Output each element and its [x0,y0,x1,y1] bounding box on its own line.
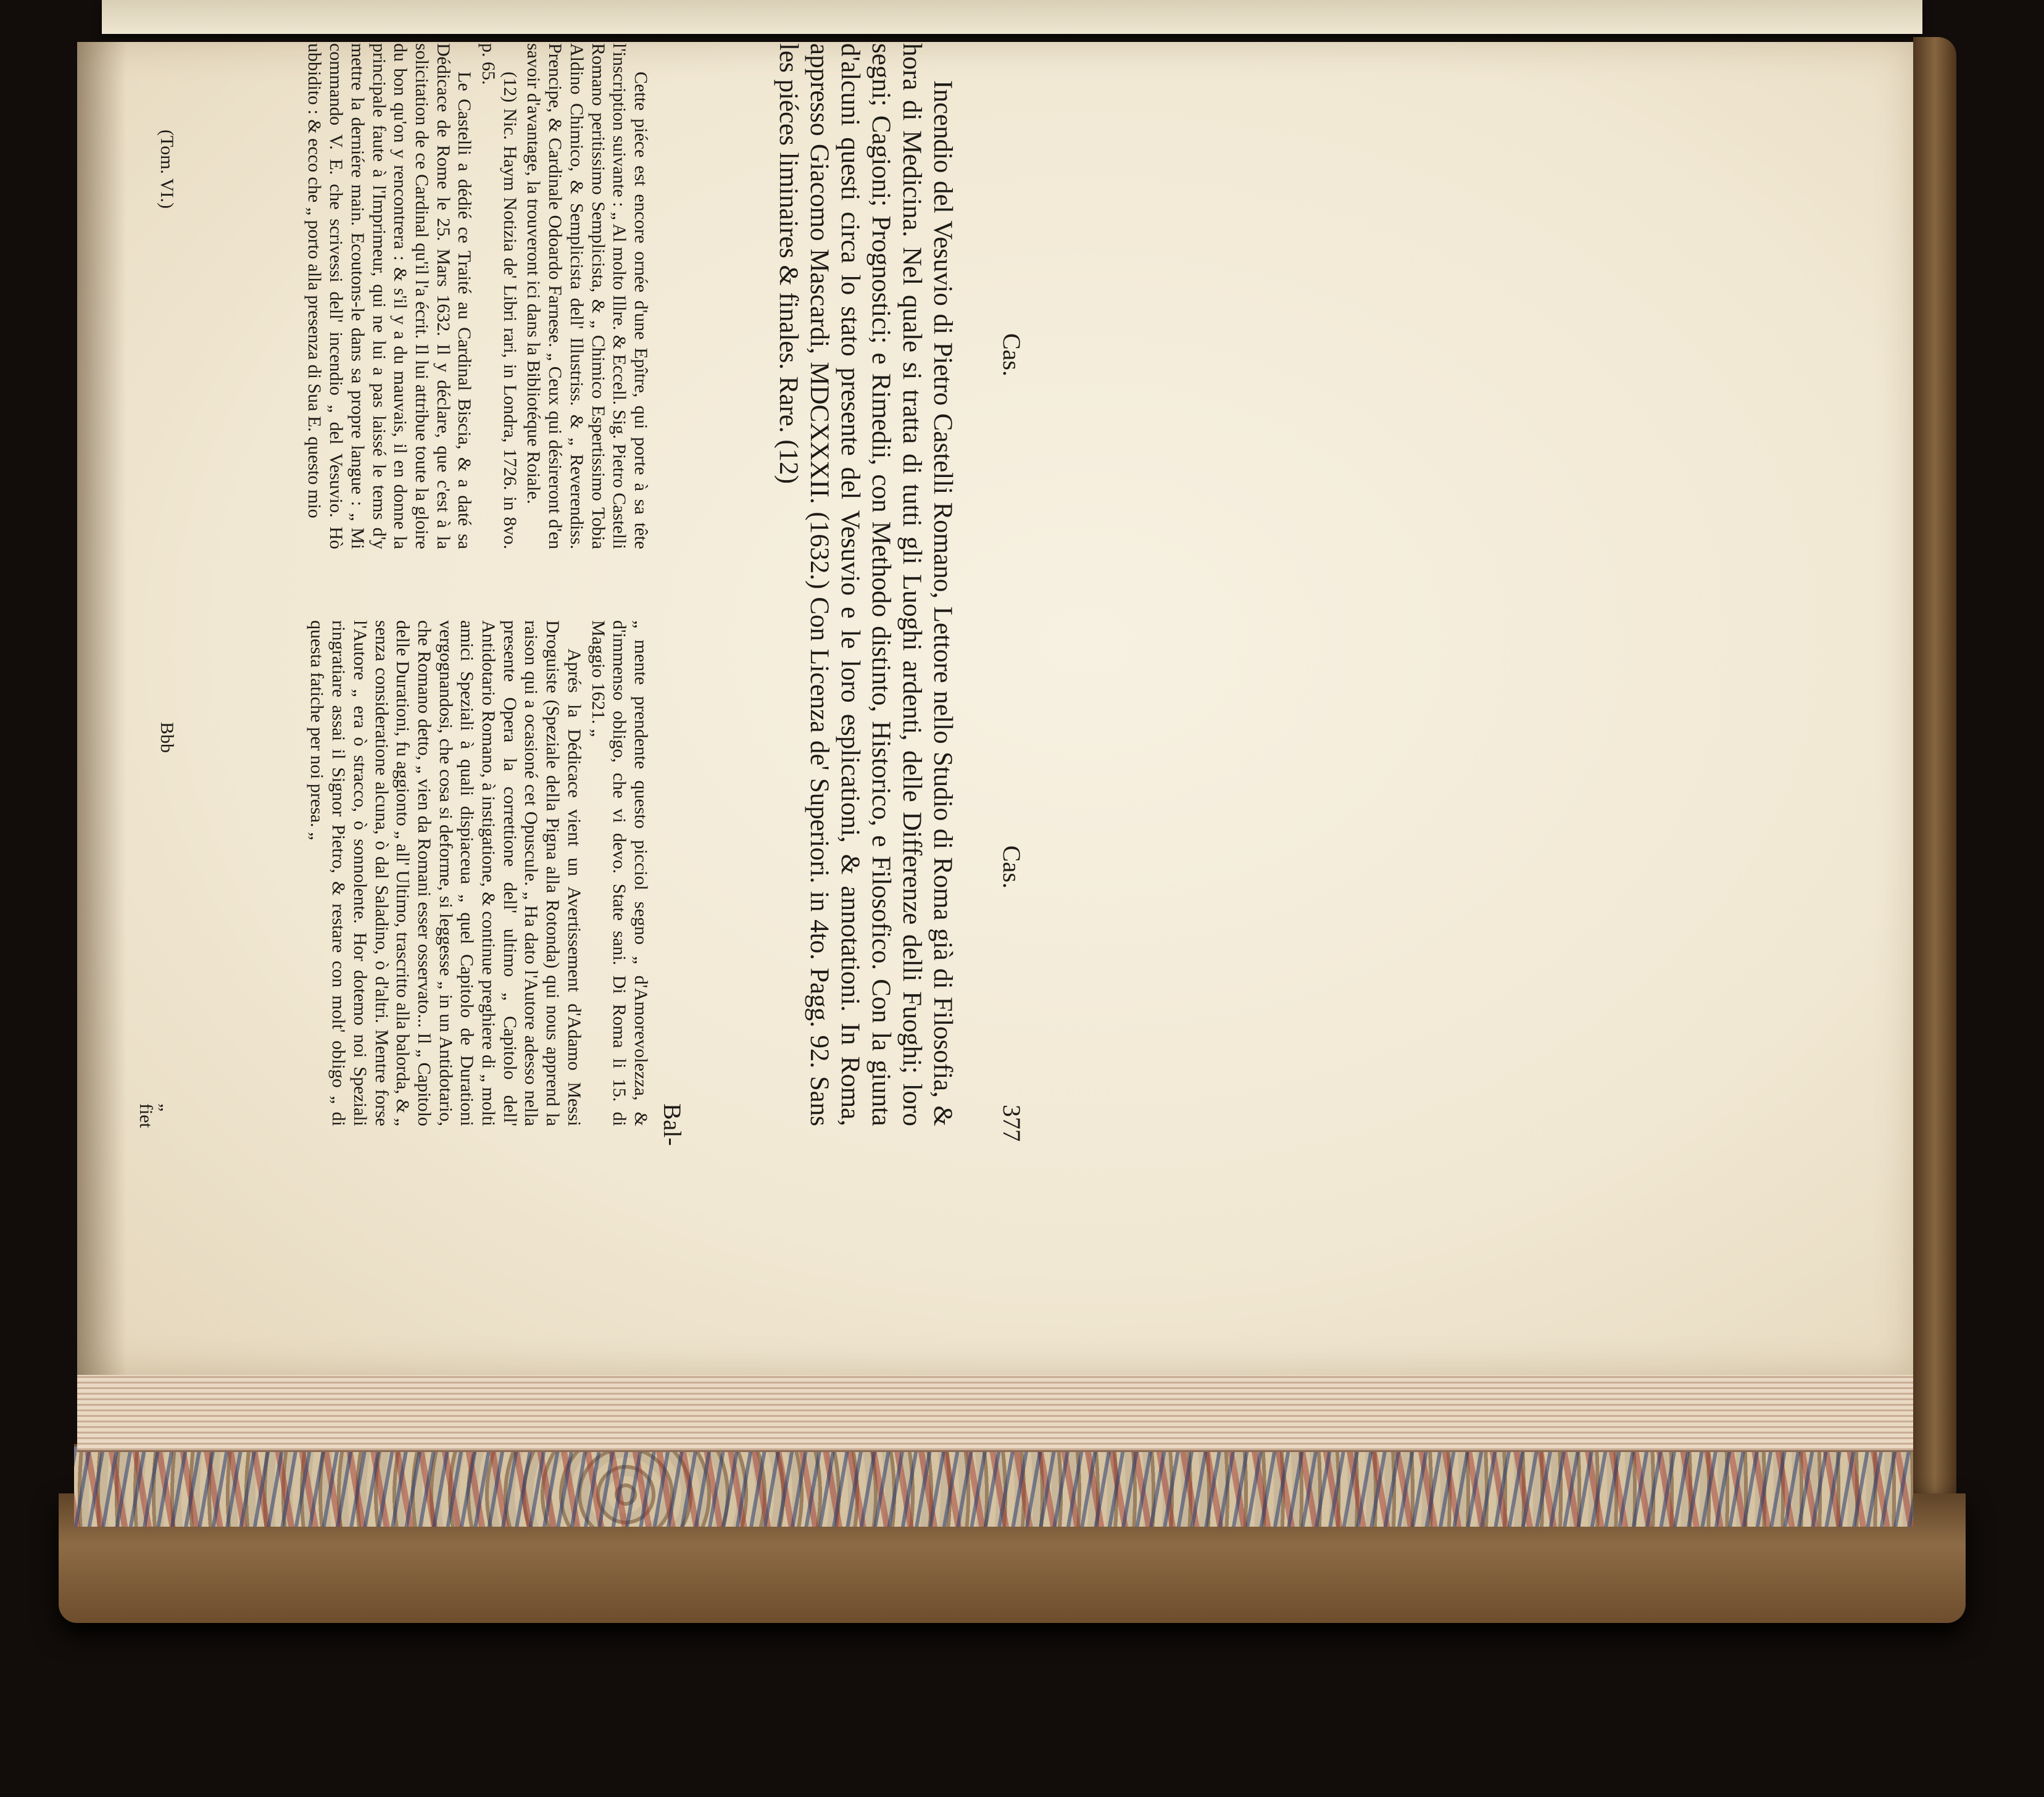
catchword-next: „ fiet [136,1103,177,1128]
paragraph: „ mente prendente questo picciol segno „ d'Amorevolezza, & d'immenso obligo, che vi devo. State sani. Di Roma li 15. di Maggio 1621. „ [588,620,651,1126]
paragraph: Aprés la Dédicace vient un Avertissement d'Adamo Messi Droguiste (Speziale della Pigna alla Rotonda) qui nous apprend la raison qui a ocasioné cet Opuscule. „ Ha dato l'Autore adesso nella presente Opera la correttione dell' ultimo „ Capitolo dell' Antidotario Romano, à instigatione, & continue preghiere di „ molti amici Speziali à quali dispiaceua „ quel Capitolo de Durationi vergognandosi, che cosa si deforme, si leggesse „ in un Antidotario, che Romano detto, „ vien da Romani esser osservato... Il „ Capitolo delle Durationi, fu aggionto „ all' Ultimo, trascritto alla balorda, & „ senza consideratione alcuna, ò dal Saladino, ò d'altri. Mentre forse l'Autore „ era ò stracco, ò sonnolente. Hor dotemo noi Speziali ringratiare assai il Signor Pietro, & restare con molt' obligo „ di questa fatiche per noi presa. „ [307,620,584,1126]
running-head-center: Cas. [998,845,1026,889]
book-cover-right [1913,37,1956,1580]
signature-mark: Bbb [157,722,177,753]
left-column [304,43,651,549]
right-column [306,620,651,1126]
printed-text-block [0,43,1052,1146]
paragraph: Le Castelli a dédié ce Traité au Cardinal Biscia, & a daté sa Dédicace de Rome le 25. Mars 1632. Il y déclare, que c'est à la solicitation de ce Cardinal qu'il l'a écrit. Il lui attribue toute la gloire du bon qu'on y rencontrera : & s'il y a du mauvais, il en donne la principale faute à l'Imprimeur, qui ne lui a pas laissé le tems d'y mettre la derniére main. Ecoutons-le dans sa propre langue : „ Mi commando V. E. che scrivessi dell' incendio „ del Vesuvio. Hò ubbidito : & ecco che „ porto alla presenza di Sua E. questo mio [304,43,475,549]
paragraph: (12) Nic. Haym Notizia de' Libri rari, in Londra, 1726. in 8vo. p. 65. [478,43,520,549]
paragraph: Cette piéce est encore ornée d'une Epître, qui porte à sa tête l'inscription suivante : „ Al molto Illre. & Eccell. Sig. Pietro Castelli Romano peritissimo Semplicista, & „ Chimico Espertissimo Tobia Aldino Chimico, & Semplicista dell' Illustriss. & „ Reverendiss. Prencipe, & Cardinale Odoardo Farnese. „ Ceux qui désireront d'en savoir d'avantage, la trouveront ici dans la Bibliotéque Roiale. [523,43,651,549]
previous-page-edge [102,0,1922,34]
marbled-edge [74,1444,1913,1527]
title-entry [773,43,958,1126]
running-head-left: Cas. [998,333,1026,376]
title-entry-text: Incendio del Vesuvio di Pietro Castelli Romano, Lettore nello Studio di Roma già di Filosofia, & hora di Medicina. Nel quale si tratta di tutti gli Luoghi ardenti, delle Differenze delli Fuoghi; loro segni; Cagioni; Prognostici; e Rimedii, con Methodo distinto, Historico, e Filosofico. Con la giunta d'alcuni questi circa lo stato presente del Vesuvio e le loro esplicationi, & annotationi. In Roma, appresso Giacomo Mascardi, MDCXXXII. (1632.) Con Licenza de' Superiori. in 4to. Pagg. 92. Sans les piéces liminaires & finales. Rare. (12) [774,43,957,1126]
volume-note: (Tom. VI.) [157,130,177,209]
catchword-bal: Bal- [658,1103,686,1146]
page-number: 377 [998,1105,1026,1142]
